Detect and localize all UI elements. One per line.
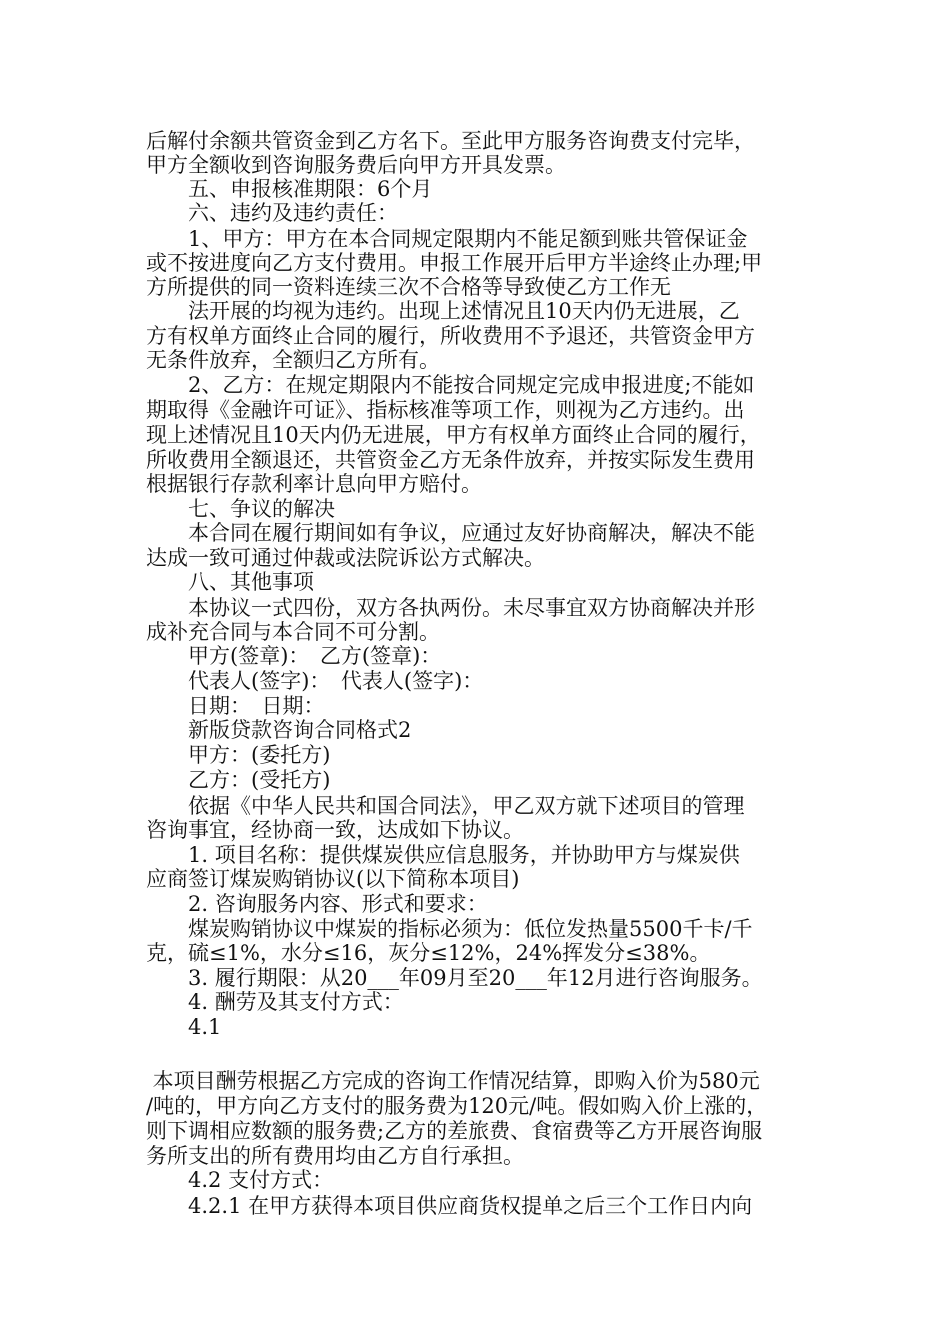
- text-line: 五、申报核准期限：6个月: [146, 177, 433, 201]
- text-line: 期取得《金融许可证》、指标核准等项工作，则视为乙方违约。出: [146, 398, 745, 422]
- text-line: 咨询事宜，经协商一致，达成如下协议。: [146, 818, 524, 842]
- text-line: 甲方：(委托方): [146, 743, 331, 767]
- text-line: 甲方(签章)： 乙方(签章)：: [146, 644, 442, 668]
- text-line: 方所提供的同一资料连续三次不合格等导致使乙方工作无: [146, 275, 671, 299]
- text-line: 本合同在履行期间如有争议，应通过友好协商解决，解决不能: [146, 521, 755, 545]
- text-line: 本项目酬劳根据乙方完成的咨询工作情况结算，即购入价为580元: [146, 1069, 760, 1093]
- text-line: 1、甲方：甲方在本合同规定限期内不能足额到账共管保证金: [146, 227, 748, 251]
- text-line: 克，硫≤1%，水分≤16，灰分≤12%，24%挥发分≤38%。: [146, 941, 711, 965]
- text-line: 1. 项目名称：提供煤炭供应信息服务，并协助甲方与煤炭供: [146, 843, 740, 867]
- text-line: 本协议一式四份，双方各执两份。未尽事宜双方协商解决并形: [146, 596, 755, 620]
- text-line: 八、其他事项: [146, 570, 314, 594]
- text-line: 3. 履行期限：从20___年09月至20___年12月进行咨询服务。: [146, 966, 763, 990]
- text-line: 后解付余额共管资金到乙方名下。至此甲方服务咨询费支付完毕，: [146, 129, 755, 153]
- text-line: /吨的，甲方向乙方支付的服务费为120元/吨。假如购入价上涨的，: [146, 1094, 768, 1118]
- text-line: 达成一致可通过仲裁或法院诉讼方式解决。: [146, 546, 545, 570]
- text-line: 依据《中华人民共和国合同法》，甲乙双方就下述项目的管理: [146, 794, 745, 818]
- text-line: 2、乙方：在规定期限内不能按合同规定完成申报进度;不能如: [146, 373, 755, 397]
- text-line: 4.1: [146, 1015, 222, 1039]
- text-line: 日期： 日期：: [146, 694, 325, 718]
- text-line: 4. 酬劳及其支付方式：: [146, 990, 404, 1014]
- text-line: 4.2.1 在甲方获得本项目供应商货权提单之后三个工作日内向: [146, 1194, 753, 1218]
- text-line: 所收费用全额退还，共管资金乙方无条件放弃，并按实际发生费用: [146, 448, 755, 472]
- text-line: 则下调相应数额的服务费;乙方的差旅费、食宿费等乙方开展咨询服: [146, 1119, 763, 1143]
- text-line: 乙方：(受托方): [146, 768, 331, 792]
- text-line: 根据银行存款利率计息向甲方赔付。: [146, 472, 482, 496]
- text-line: 代表人(签字)： 代表人(签字)：: [146, 669, 484, 693]
- text-line: 七、争议的解决: [146, 497, 335, 521]
- text-line: 新版贷款咨询合同格式2: [146, 718, 412, 742]
- text-line: 2. 咨询服务内容、形式和要求：: [146, 892, 488, 916]
- text-line: 法开展的均视为违约。出现上述情况且10天内仍无进展，乙: [146, 299, 740, 323]
- text-line: 甲方全额收到咨询服务费后向甲方开具发票。: [146, 153, 566, 177]
- text-line: 务所支出的所有费用均由乙方自行承担。: [146, 1144, 524, 1168]
- text-line: 4.2 支付方式：: [146, 1168, 334, 1192]
- text-line: 六、违约及违约责任：: [146, 201, 398, 225]
- text-line: 应商签订煤炭购销协议(以下简称本项目): [146, 867, 520, 891]
- text-line: 方有权单方面终止合同的履行，所收费用不予退还，共管资金甲方: [146, 324, 755, 348]
- text-line: 无条件放弃，全额归乙方所有。: [146, 348, 440, 372]
- text-line: 煤炭购销协议中煤炭的指标必须为：低位发热量5500千卡/千: [146, 917, 753, 941]
- text-line: 现上述情况且10天内仍无进展，甲方有权单方面终止合同的履行，: [146, 423, 761, 447]
- text-line: 或不按进度向乙方支付费用。申报工作展开后甲方半途终止办理;甲: [146, 251, 763, 275]
- text-line: 成补充合同与本合同不可分割。: [146, 620, 440, 644]
